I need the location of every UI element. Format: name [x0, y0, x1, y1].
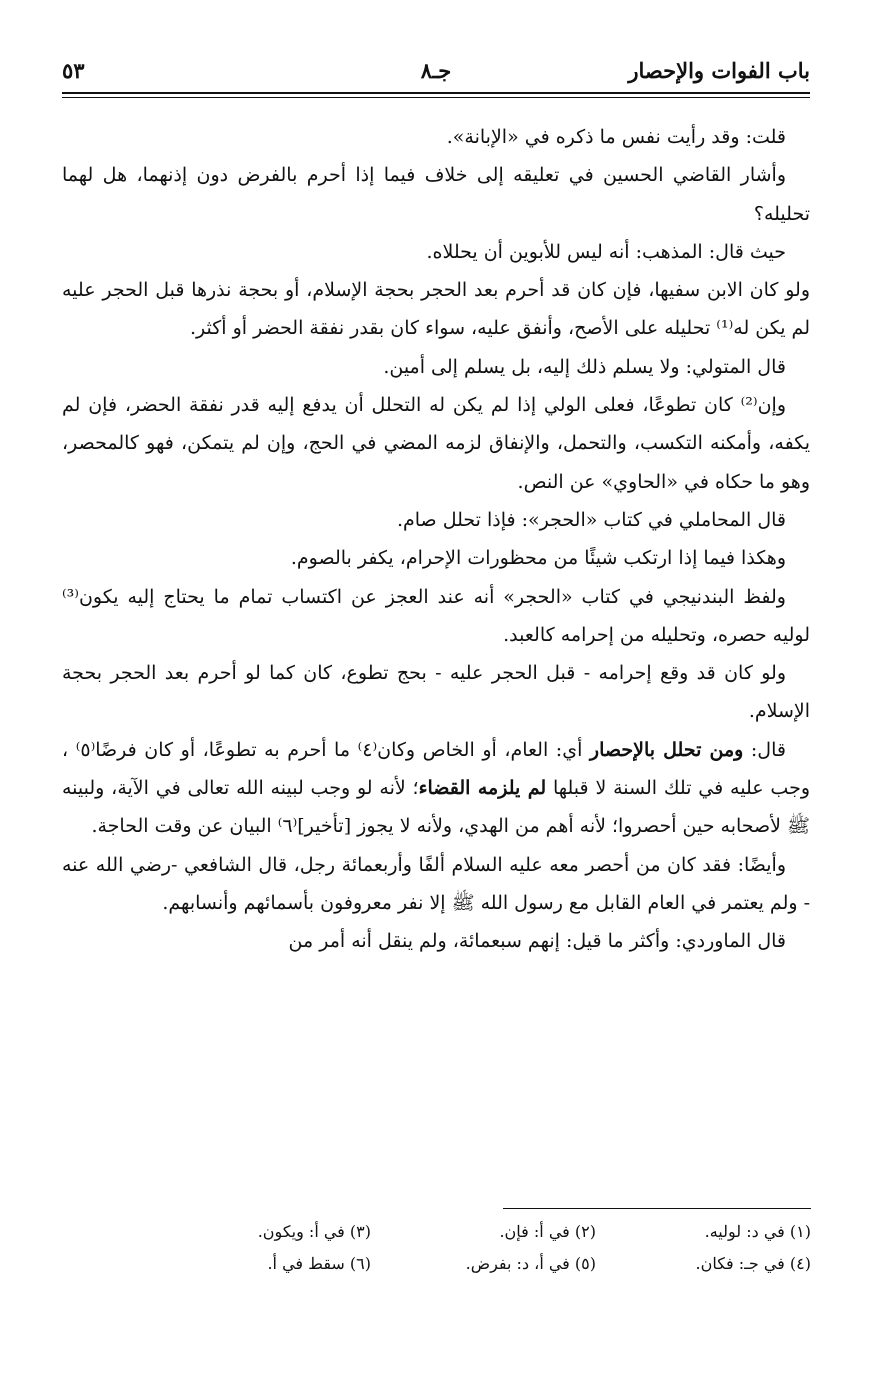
- header-rule-thick: [62, 92, 810, 94]
- footnote-separator: [503, 1208, 811, 1209]
- footnote: (٢) في أ: فإن.: [499, 1222, 596, 1241]
- footnote: (٣) في أ: ويكون.: [257, 1222, 371, 1241]
- paragraph-with-bold: [62, 731, 810, 846]
- volume-number: جـ٨: [420, 58, 452, 83]
- paragraph: وأيضًا: فقد كان من أحصر معه عليه السلام ألفًا وأربعمائة رجل، قال الشافعي -رضي الله عنه - ولم يعتمر في العام القابل مع رسول الله ﷺ إلا نفر معروفون بأسمائهم وأنسابهم.: [62, 853, 810, 914]
- paragraph: حيث قال: المذهب: أنه ليس للأبوين أن يحللاه.: [426, 240, 786, 263]
- text-run: قال:: [743, 738, 786, 761]
- footnote: (٥) في أ، د: بفرض.: [465, 1254, 596, 1273]
- text-run: ؛ لأنه لو وجب لبينه الله تعالى في الآية، ولبينه ﷺ لأصحابه حين أحصروا؛ لأنه أهم من الهدي، ولأنه لا يجوز [تأخير]⁽٦⁾ البيان عن وقت الحاجة.: [62, 777, 810, 838]
- paragraph: ولو كان قد وقع إحرامه - قبل الحجر عليه - بحج تطوع، كان كما لو أحرم بعد الحجر بحجة الإسلام.: [62, 662, 810, 723]
- paragraph: قال المحاملي في كتاب «الحجر»: فإذا تحلل صام.: [396, 508, 786, 531]
- paragraph: قال الماوردي: وأكثر ما قيل: إنهم سبعمائة، ولم ينقل أنه أمر من: [288, 930, 786, 953]
- header-rule-thin: [62, 97, 810, 98]
- main-text: [62, 118, 810, 961]
- paragraph: ولفظ البندنيجي في كتاب «الحجر» أنه عند العجز عن اكتساب تمام ما يحتاج إليه يكون⁽³⁾ لوليه حصره، وتحليله من إحرامه كالعبد.: [62, 585, 810, 646]
- bold-phrase: ومن تحلل بالإحصار: [589, 738, 744, 761]
- paragraph: وأشار القاضي الحسين في تعليقه إلى خلاف فيما إذا أحرم بالفرض دون إذنهما، هل لهما تحليله؟: [62, 164, 810, 225]
- footnote: (١) في د: لوليه.: [704, 1222, 811, 1241]
- footnotes-row-1: [63, 1222, 811, 1248]
- chapter-title: باب الفوات والإحصار: [628, 58, 810, 83]
- page-number: ٥٣: [62, 58, 85, 83]
- text-run: أي: العام، أو الخاص وكان⁽٤⁾ ما أحرم به تطوعًا، أو كان فرضًا⁽٥⁾ ، وجب عليه في تلك السنة لا قبلها: [62, 738, 811, 800]
- footnote: (٤) في جـ: فكان.: [695, 1254, 811, 1273]
- bold-phrase: لم يلزمه القضاء: [418, 777, 547, 800]
- paragraph: وإن⁽²⁾ كان تطوعًا، فعلى الولي إذا لم يكن له التحلل أن يدفع إليه قدر نفقة الحضر، فإن لم يكفه، وأمكنه التكسب، والتحمل، والإنفاق لزمه المضي في الحج، وإن لم يتمكن، فهو كالمحصر، وهو ما حكاه في «الحاوي» عن النص.: [62, 394, 810, 493]
- paragraph: ولو كان الابن سفيها، فإن كان قد أحرم بعد الحجر بحجة الإسلام، أو بحجة نذرها قبل الحجر عليه لم يكن له⁽¹⁾ تحليله على الأصح، وأنفق عليه، سواء كان بقدر نفقة الحضر أو أكثر.: [62, 279, 810, 340]
- running-header: [62, 58, 810, 92]
- paragraph: قلت: وقد رأيت نفس ما ذكره في «الإبانة».: [446, 126, 786, 148]
- footnotes-row-2: [63, 1254, 811, 1280]
- footnote: (٦) سقط في أ.: [267, 1254, 371, 1273]
- paragraph: وهكذا فيما إذا ارتكب شيئًا من محظورات الإحرام، يكفر بالصوم.: [290, 547, 786, 570]
- paragraph: قال المتولي: ولا يسلم ذلك إليه، بل يسلم إلى أمين.: [383, 355, 786, 378]
